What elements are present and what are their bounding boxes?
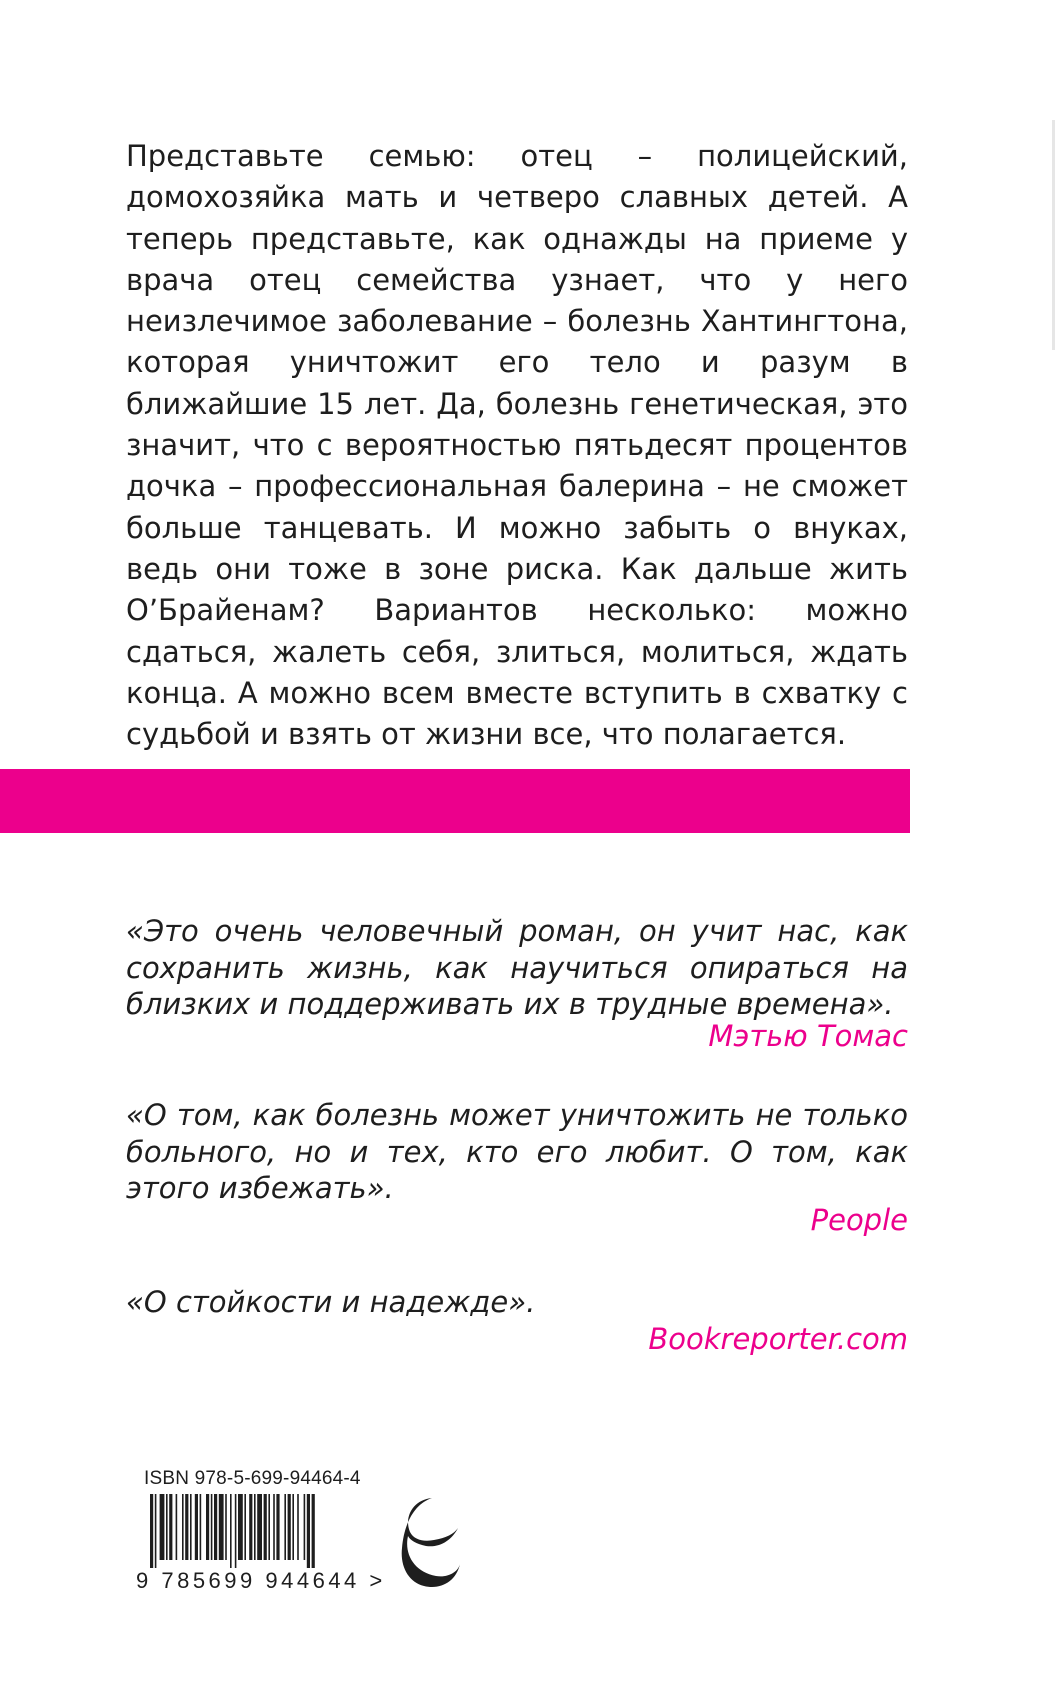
barcode-bar [276, 1494, 279, 1560]
barcode-bar [244, 1494, 246, 1560]
barcode-bar [219, 1494, 224, 1560]
isbn-label: ISBN 978-5-699-94464-4 [144, 1468, 361, 1489]
barcode-image [136, 1494, 376, 1568]
review-quote-3: «О стойкости и надежде». [126, 1285, 536, 1319]
barcode-bar [150, 1494, 153, 1568]
review-author-3: Bookreporter.com [648, 1322, 908, 1356]
barcode-bar [166, 1494, 168, 1560]
barcode-bar [190, 1494, 192, 1560]
barcode-bar [292, 1494, 294, 1560]
barcode-bar [182, 1494, 184, 1560]
barcode-bar [169, 1494, 172, 1560]
barcode-bar [288, 1494, 291, 1560]
barcode-bar [264, 1494, 267, 1560]
barcode-bar [160, 1494, 165, 1560]
review-quote-1: «Это очень человечный роман, он учит нас, как сохранить жизнь, как научиться опираться на близких и поддерживать их в трудные времена». [126, 914, 908, 1022]
barcode-bar [230, 1494, 232, 1568]
review-author-1: Мэтью Томас [708, 1019, 908, 1053]
barcode-bar [235, 1494, 237, 1568]
review-quote-2: «О том, как болезнь может уничтожить не только больного, но и тех, кто его любит. О том, как этого избежать». [126, 1098, 908, 1206]
barcode-bar [176, 1494, 178, 1560]
barcode-bar [214, 1494, 217, 1560]
barcode-bar [249, 1494, 252, 1560]
eksmo-logo-icon [400, 1494, 464, 1590]
barcode-bar [268, 1494, 270, 1560]
barcode-bar [155, 1494, 157, 1568]
barcode-bar [273, 1494, 275, 1560]
barcode-bar [254, 1494, 256, 1560]
barcode-bar [211, 1494, 213, 1560]
barcode-bar [185, 1494, 188, 1560]
barcode-bar [307, 1494, 310, 1568]
barcode-bar [238, 1494, 243, 1560]
barcode-bar [304, 1494, 306, 1560]
barcode-bar [206, 1494, 209, 1560]
barcode-bar [195, 1494, 198, 1560]
barcode-bar [200, 1494, 202, 1560]
review-author-2: People [810, 1203, 908, 1237]
isbn-barcode-block [136, 1468, 396, 1598]
accent-bar [0, 769, 910, 833]
barcode-bar [257, 1494, 262, 1560]
barcode-bar [297, 1494, 299, 1560]
barcode-bar [284, 1494, 286, 1560]
barcode-bar [312, 1494, 315, 1568]
barcode-bar [225, 1494, 227, 1560]
barcode-digits: 9 785699 944644 > [136, 1568, 386, 1593]
blurb-text: Представьте семью: отец – полицейский, домохозяйка мать и четверо славных детей. А теперь представьте, как однажды на приеме у врача отец семейства узнает, что у него неизлечимое заболевание – болезнь Хантингтона, которая уничтожит его тело и разум в ближайшие 15 лет. Да, болезнь генетическая, это значит, что с вероятностью пятьдесят процентов дочка – профессиональная балерина – не сможет больше танцевать. И можно забыть о внуках, ведь они тоже в зоне риска. Как дальше жить О’Брайенам? Вариантов несколько: можно сдаться, жалеть себя, злиться, молиться, ждать конца. А можно всем вместе вступить в схватку с судьбой и взять от жизни все, что полагается. [126, 139, 908, 752]
